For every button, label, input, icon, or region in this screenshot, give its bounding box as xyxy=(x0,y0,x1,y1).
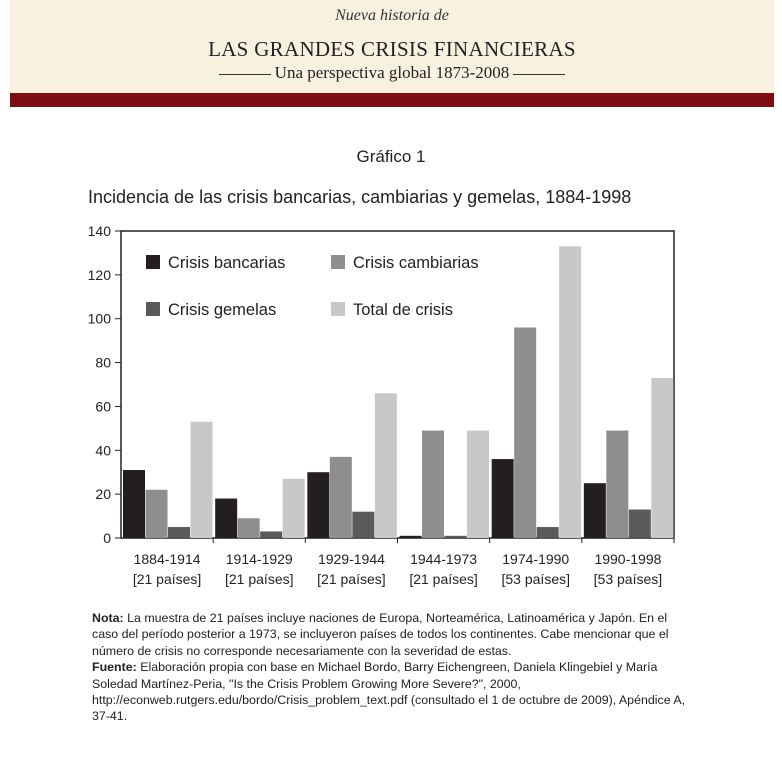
bar-1-2 xyxy=(330,457,352,538)
bar-1-4 xyxy=(514,327,536,538)
legend-label-2: Crisis gemelas xyxy=(168,301,277,319)
bar-3-5 xyxy=(651,378,673,538)
nota-paragraph xyxy=(92,610,692,659)
fuente-text: Elaboración propia con base en Michael Bordo, Barry Eichengreen, Daniela Klingebiel y María Soledad Martínez-Peria, "Is the Crisis Problem Growing More Severe?", 2000, http://econweb.rutgers.edu/bordo/Crisis_problem_text.pdf (consultado el 1 de octubre de 2009), Apéndice A, 37-41. xyxy=(92,660,686,724)
bar-1-1 xyxy=(238,518,260,538)
y-tick-label: 80 xyxy=(95,354,111,371)
bar-3-4 xyxy=(559,246,581,538)
y-tick-label: 60 xyxy=(95,398,111,415)
legend-swatch-2 xyxy=(146,302,160,316)
bar-1-0 xyxy=(146,490,168,538)
x-category-label: 1929-1944 xyxy=(317,551,385,567)
x-category-label: 1914-1929 xyxy=(225,551,293,567)
x-category-sublabel: [21 países] xyxy=(317,571,386,587)
bar-2-1 xyxy=(260,531,282,538)
y-tick-label: 140 xyxy=(87,223,111,239)
y-tick-label: 100 xyxy=(87,310,111,327)
header-pretitle: Nueva historia de xyxy=(335,7,449,24)
bar-0-2 xyxy=(307,472,329,538)
bar-0-3 xyxy=(400,536,422,538)
fuente-paragraph xyxy=(92,659,692,725)
bar-0-1 xyxy=(215,499,237,538)
legend-swatch-1 xyxy=(331,255,345,269)
bar-3-3 xyxy=(467,431,489,538)
y-tick-label: 120 xyxy=(87,266,111,283)
legend-label-3: Total de crisis xyxy=(353,301,453,319)
chart-notes xyxy=(92,610,692,725)
x-category-label: 1944-1973 xyxy=(410,551,478,567)
legend-swatch-3 xyxy=(331,302,345,316)
header-title: LAS GRANDES CRISIS FINANCIERAS xyxy=(208,37,576,61)
chart-title: Incidencia de las crisis bancarias, cambiarias y gemelas, 1884-1998 xyxy=(88,187,632,207)
y-tick-label: 40 xyxy=(95,442,111,459)
x-category-label: 1974-1990 xyxy=(502,551,570,567)
bar-0-0 xyxy=(123,470,145,538)
nota-text: La muestra de 21 países incluye naciones de Europa, Norteamérica, Latinoamérica y Japón. En el caso del período posterior a 1973, se incluyeron países de todos los continentes. Cabe mencionar que el número de crisis no corresponde necesariamente con la severidad de estas. xyxy=(92,611,669,658)
x-category-sublabel: [21 países] xyxy=(132,571,202,587)
y-tick-label: 20 xyxy=(95,486,111,503)
bar-2-4 xyxy=(537,527,559,538)
bar-2-0 xyxy=(168,527,190,538)
bar-3-2 xyxy=(375,393,397,538)
bar-3-0 xyxy=(191,422,213,538)
y-tick-label: 0 xyxy=(103,530,111,546)
x-category-sublabel: [21 países] xyxy=(225,571,294,587)
legend-swatch-0 xyxy=(146,255,160,269)
legend-label-1: Crisis cambiarias xyxy=(353,254,479,272)
figure-label: Gráfico 1 xyxy=(356,147,426,166)
bar-3-1 xyxy=(283,479,305,538)
bar-2-2 xyxy=(352,512,374,538)
x-category-sublabel: [53 países] xyxy=(593,571,663,587)
x-category-label: 1884-1914 xyxy=(133,551,201,567)
bar-0-4 xyxy=(492,459,514,538)
bar-2-5 xyxy=(629,509,651,538)
bar-0-5 xyxy=(584,483,606,538)
header-subtitle: Una perspectiva global 1873-2008 xyxy=(274,63,510,82)
bar-1-5 xyxy=(606,431,628,538)
x-category-sublabel: [53 países] xyxy=(501,571,570,587)
x-category-label: 1990-1998 xyxy=(594,551,662,567)
nota-label: Nota: xyxy=(92,611,124,625)
bar-2-3 xyxy=(445,536,467,538)
legend-label-0: Crisis bancarias xyxy=(168,254,286,272)
bar-1-3 xyxy=(422,431,444,538)
x-category-sublabel: [21 países] xyxy=(409,571,478,587)
fuente-label: Fuente: xyxy=(92,660,137,675)
